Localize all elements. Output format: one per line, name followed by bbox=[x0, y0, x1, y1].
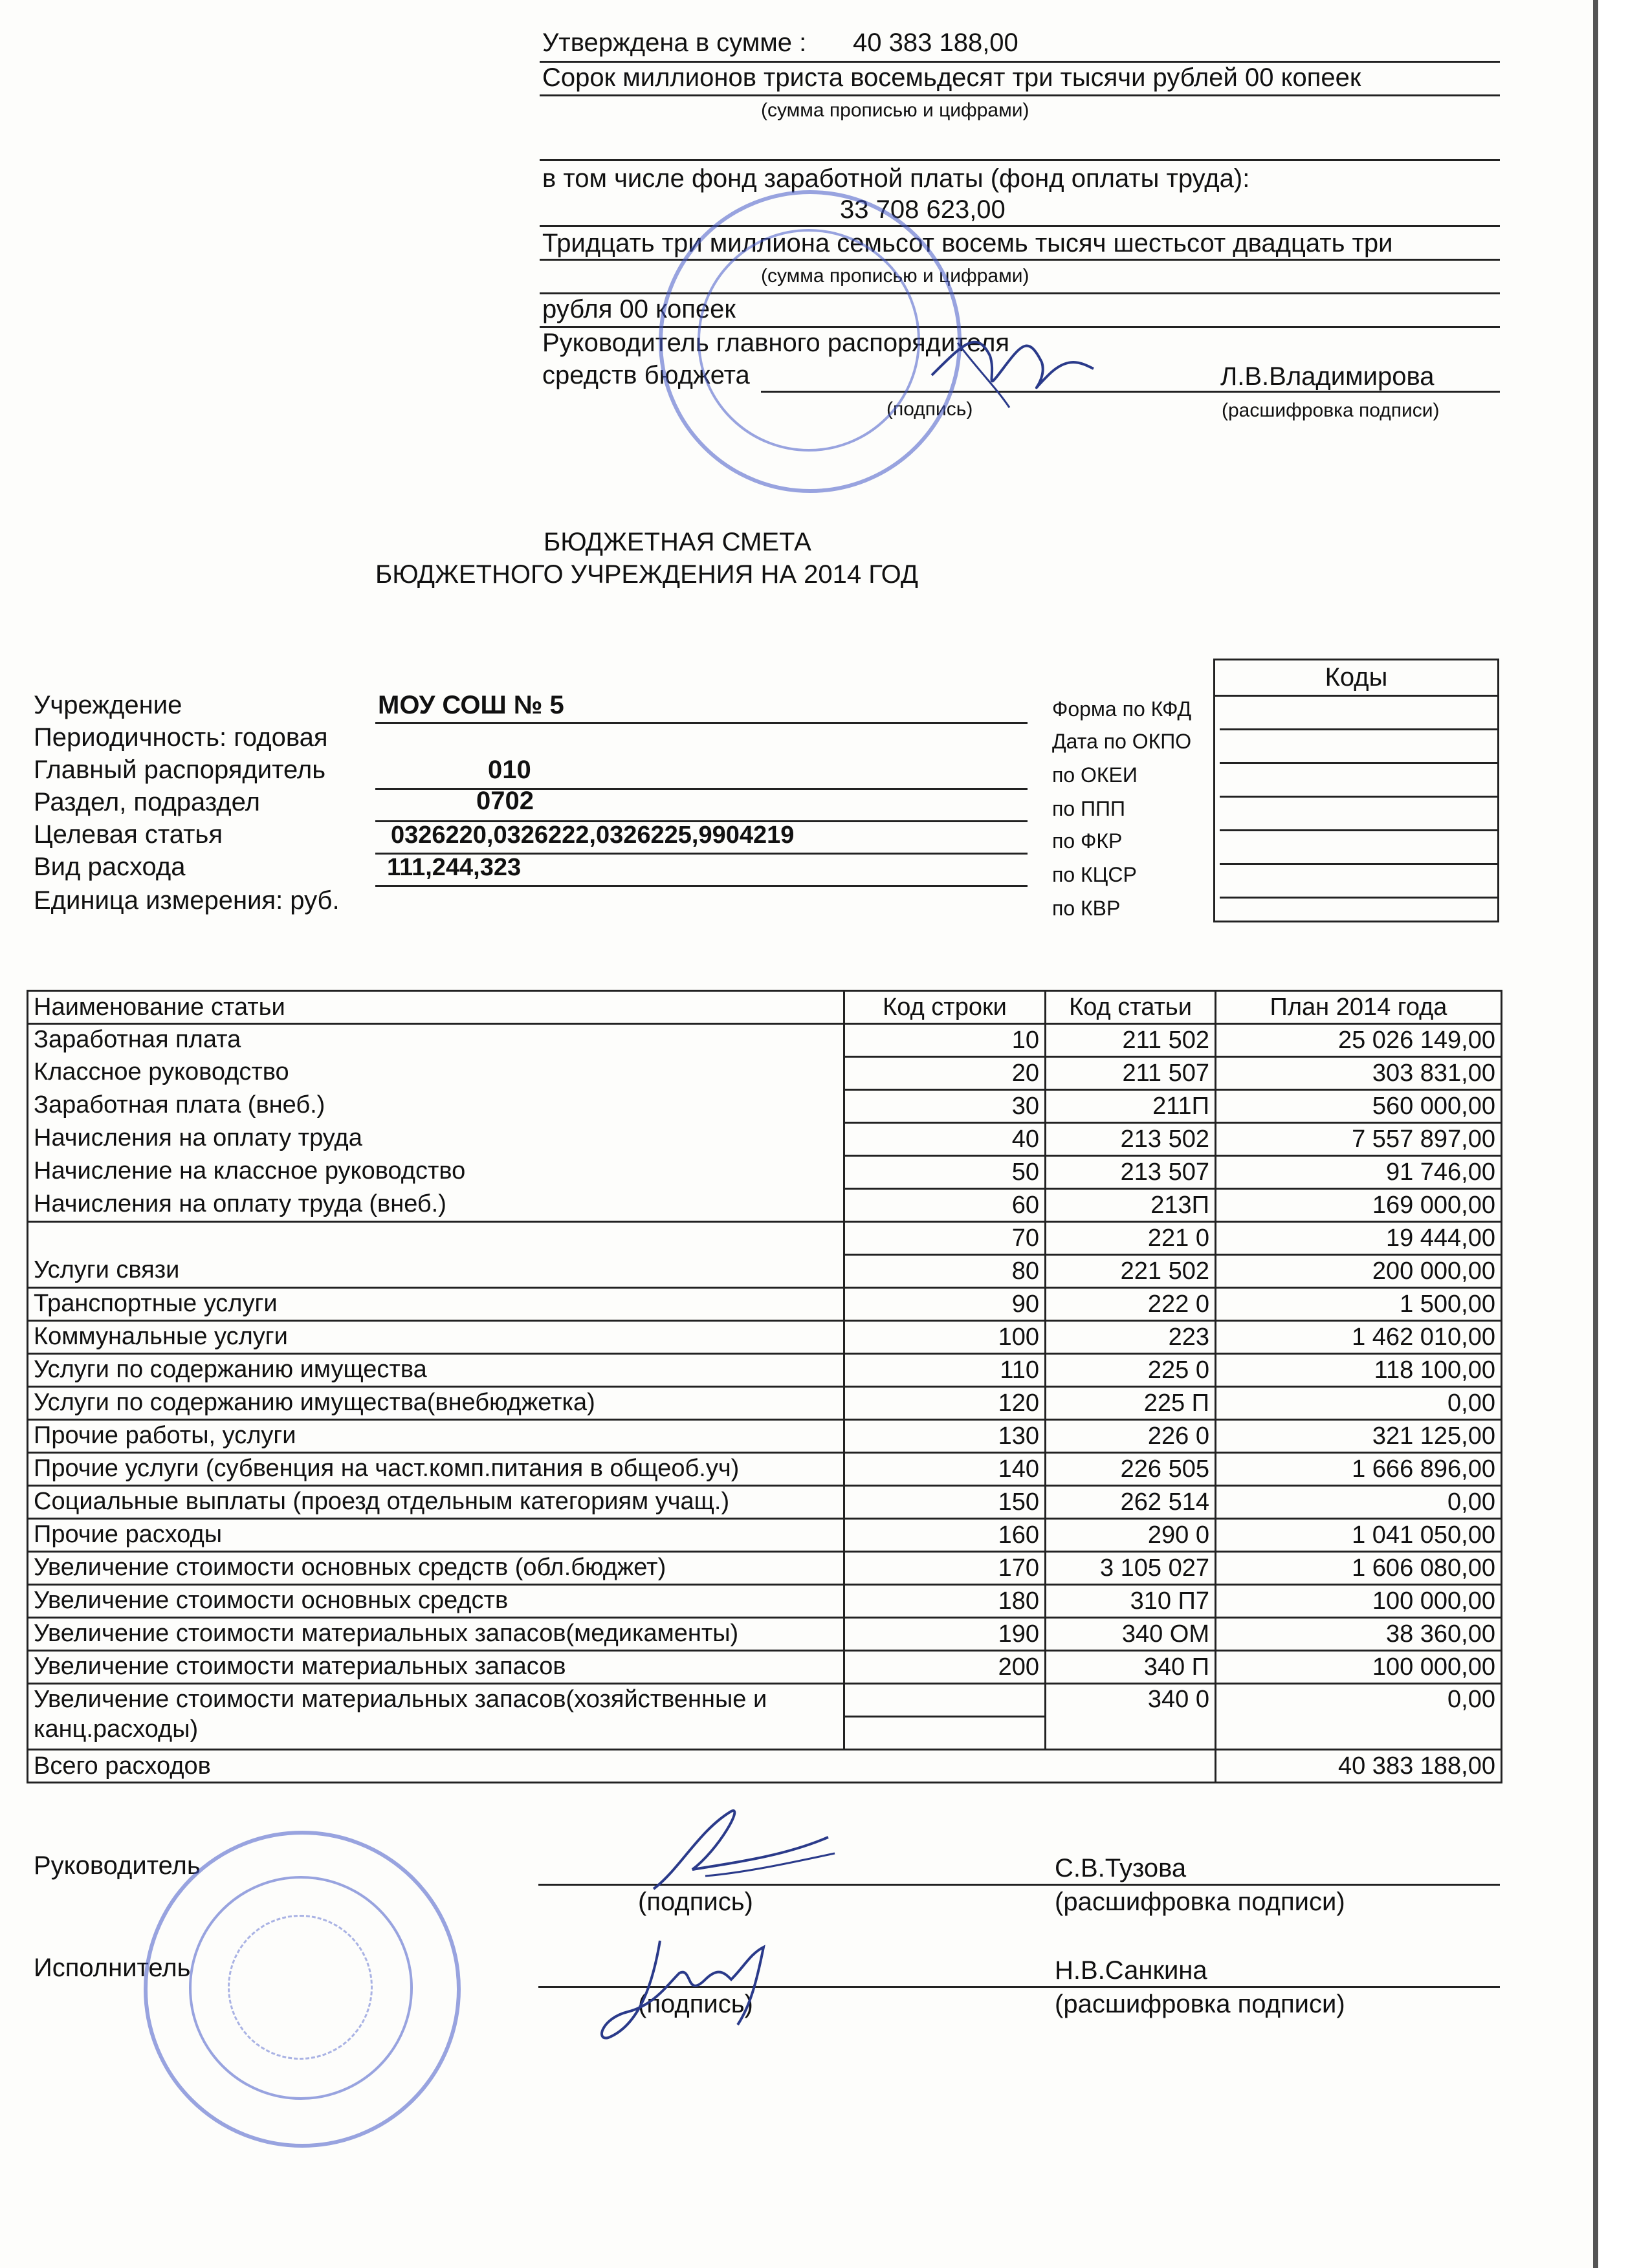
info-label: Периодичность: годовая bbox=[34, 723, 328, 752]
row-line: 180 bbox=[844, 1585, 1046, 1618]
row-article: 221 502 bbox=[1046, 1255, 1216, 1288]
row-name: Классное руководство bbox=[28, 1057, 844, 1090]
row-line: 150 bbox=[844, 1486, 1046, 1519]
code-cell bbox=[1220, 899, 1497, 930]
code-label: Дата по ОКПО bbox=[1052, 730, 1192, 753]
rule bbox=[540, 159, 1500, 161]
table-row bbox=[28, 1387, 1502, 1420]
row-name: Услуги по содержанию имущества(внебюджетка) bbox=[28, 1387, 844, 1420]
row-plan: 25 026 149,00 bbox=[1216, 1024, 1502, 1057]
row-plan: 0,00 bbox=[1216, 1387, 1502, 1420]
row-plan: 0,00 bbox=[1216, 1486, 1502, 1519]
decode-caption: (расшифровка подписи) bbox=[1222, 400, 1440, 421]
row-line: 80 bbox=[844, 1255, 1046, 1288]
row-line: 30 bbox=[844, 1090, 1046, 1123]
info-value: МОУ СОШ № 5 bbox=[378, 691, 564, 719]
codes-box bbox=[1213, 659, 1499, 922]
words-caption: (сумма прописью и цифрами) bbox=[761, 100, 1029, 121]
row-name: Транспортные услуги bbox=[28, 1288, 844, 1321]
row-plan: 169 000,00 bbox=[1216, 1189, 1502, 1222]
head-name: Л.В.Владимирова bbox=[1220, 362, 1435, 391]
row-plan: 303 831,00 bbox=[1216, 1057, 1502, 1090]
page-edge-shadow bbox=[1593, 0, 1598, 2268]
row-article: 223 bbox=[1046, 1321, 1216, 1354]
table-row bbox=[28, 1123, 1502, 1156]
decode-caption: (расшифровка подписи) bbox=[1055, 1990, 1345, 2018]
row-article: 213 502 bbox=[1046, 1123, 1216, 1156]
row-name: Коммунальные услуги bbox=[28, 1321, 844, 1354]
table-row bbox=[28, 1420, 1502, 1453]
code-cell bbox=[1220, 764, 1497, 798]
row-line-empty bbox=[844, 1717, 1046, 1750]
row-name: Заработная плата (внеб.) bbox=[28, 1090, 844, 1123]
words-caption-2: (сумма прописью и цифрами) bbox=[761, 265, 1029, 287]
row-line: 50 bbox=[844, 1156, 1046, 1189]
table-row bbox=[28, 1222, 1502, 1255]
row-article: 213П bbox=[1046, 1189, 1216, 1222]
table-row bbox=[28, 1684, 1502, 1717]
head-label-2: средств бюджета bbox=[542, 361, 750, 389]
budget-table bbox=[27, 990, 1502, 1783]
row-plan: 200 000,00 bbox=[1216, 1255, 1502, 1288]
info-label: Учреждение bbox=[34, 691, 182, 719]
row-plan: 321 125,00 bbox=[1216, 1420, 1502, 1453]
row-plan: 118 100,00 bbox=[1216, 1354, 1502, 1387]
table-row bbox=[28, 1024, 1502, 1057]
sign-caption: (подпись) bbox=[638, 1990, 753, 2018]
row-line: 20 bbox=[844, 1057, 1046, 1090]
table-row bbox=[28, 1486, 1502, 1519]
approved-label: Утверждена в сумме : bbox=[542, 28, 807, 57]
row-plan: 100 000,00 bbox=[1216, 1585, 1502, 1618]
rule bbox=[375, 722, 1028, 724]
table-header-row bbox=[28, 991, 1502, 1024]
row-name: Услуги по содержанию имущества bbox=[28, 1354, 844, 1387]
row-article: 290 0 bbox=[1046, 1519, 1216, 1552]
table-row bbox=[28, 1519, 1502, 1552]
amount-words: Сорок миллионов триста восемьдесят три тысячи рублей 00 копеек bbox=[542, 63, 1361, 92]
table-row bbox=[28, 1453, 1502, 1486]
rule bbox=[540, 94, 1500, 96]
table-row bbox=[28, 1585, 1502, 1618]
row-line: 160 bbox=[844, 1519, 1046, 1552]
row-line: 170 bbox=[844, 1552, 1046, 1585]
row-article: 340 ОМ bbox=[1046, 1618, 1216, 1651]
row-name: Начисления на оплату труда bbox=[28, 1123, 844, 1156]
row-article: 226 505 bbox=[1046, 1453, 1216, 1486]
row-line: 40 bbox=[844, 1123, 1046, 1156]
total-row bbox=[28, 1750, 1502, 1783]
fund-words-1: Тридцать три миллиона семьсот восемь тысяч шестьсот двадцать три bbox=[542, 229, 1393, 257]
row-plan: 0,00 bbox=[1216, 1684, 1502, 1750]
row-name: Начисление на классное руководство bbox=[28, 1156, 844, 1189]
title-line-1: БЮДЖЕТНАЯ СМЕТА bbox=[544, 528, 811, 556]
row-line bbox=[844, 1684, 1046, 1717]
table-row bbox=[28, 1651, 1502, 1684]
row-name: Начисления на оплату труда (внеб.) bbox=[28, 1189, 844, 1222]
row-article: 340 П bbox=[1046, 1651, 1216, 1684]
code-cell bbox=[1220, 831, 1497, 865]
row-name: Увеличение стоимости материальных запасов bbox=[28, 1651, 844, 1684]
head-signature bbox=[641, 1792, 848, 1902]
rule bbox=[375, 885, 1028, 887]
row-name: Прочие расходы bbox=[28, 1519, 844, 1552]
row-line: 130 bbox=[844, 1420, 1046, 1453]
title-line-2: БЮДЖЕТНОГО УЧРЕЖДЕНИЯ НА 2014 ГОД bbox=[375, 560, 918, 589]
row-article: 222 0 bbox=[1046, 1288, 1216, 1321]
head-label-1: Руководитель главного распорядителя bbox=[542, 329, 1010, 357]
column-header: План 2014 года bbox=[1216, 991, 1502, 1024]
code-cell bbox=[1220, 865, 1497, 899]
executor-role: Исполнитель bbox=[34, 1954, 191, 1982]
info-label: Целевая статья bbox=[34, 820, 223, 849]
row-line: 70 bbox=[844, 1222, 1046, 1255]
table-row bbox=[28, 1090, 1502, 1123]
table-row bbox=[28, 1156, 1502, 1189]
top-signature bbox=[919, 317, 1100, 414]
info-label: Вид расхода bbox=[34, 853, 186, 881]
row-article: 211П bbox=[1046, 1090, 1216, 1123]
executor-signature bbox=[582, 1928, 802, 2051]
table-row bbox=[28, 1354, 1502, 1387]
row-line: 200 bbox=[844, 1651, 1046, 1684]
code-cell bbox=[1220, 697, 1497, 730]
sign-caption: (подпись) bbox=[638, 1888, 753, 1916]
row-plan: 38 360,00 bbox=[1216, 1618, 1502, 1651]
row-article: 3 105 027 bbox=[1046, 1552, 1216, 1585]
column-header: Код строки bbox=[844, 991, 1046, 1024]
decode-caption: (расшифровка подписи) bbox=[1055, 1888, 1345, 1916]
table-row bbox=[28, 1618, 1502, 1651]
info-value: 0326220,0326222,0326225,9904219 bbox=[391, 822, 795, 849]
table-row bbox=[28, 1189, 1502, 1222]
row-plan: 1 500,00 bbox=[1216, 1288, 1502, 1321]
total-label: Всего расходов bbox=[28, 1750, 1216, 1783]
row-plan: 1 041 050,00 bbox=[1216, 1519, 1502, 1552]
approved-amount: 40 383 188,00 bbox=[853, 28, 1018, 57]
column-header: Наименование статьи bbox=[28, 991, 844, 1024]
fund-amount: 33 708 623,00 bbox=[840, 195, 1006, 224]
row-name: Увеличение стоимости материальных запасов(медикаменты) bbox=[28, 1618, 844, 1651]
row-line: 10 bbox=[844, 1024, 1046, 1057]
row-plan: 91 746,00 bbox=[1216, 1156, 1502, 1189]
info-label: Раздел, подраздел bbox=[34, 788, 260, 816]
top-stamp-inner bbox=[698, 229, 920, 452]
code-label: по КЦСР bbox=[1052, 863, 1137, 886]
table-row bbox=[28, 1057, 1502, 1090]
page-margin bbox=[1598, 0, 1650, 2268]
row-plan: 1 462 010,00 bbox=[1216, 1321, 1502, 1354]
head-role: Руководитель bbox=[34, 1851, 201, 1880]
row-plan: 560 000,00 bbox=[1216, 1090, 1502, 1123]
row-name: Прочие услуги (субвенция на част.комп.питания в общеоб.уч) bbox=[28, 1453, 844, 1486]
row-article: 340 0 bbox=[1046, 1684, 1216, 1750]
row-plan: 1 666 896,00 bbox=[1216, 1453, 1502, 1486]
row-name bbox=[28, 1222, 844, 1255]
row-article: 211 502 bbox=[1046, 1024, 1216, 1057]
code-label: по ОКЕИ bbox=[1052, 763, 1138, 787]
row-article: 225 П bbox=[1046, 1387, 1216, 1420]
row-plan: 7 557 897,00 bbox=[1216, 1123, 1502, 1156]
row-plan: 1 606 080,00 bbox=[1216, 1552, 1502, 1585]
row-article: 262 514 bbox=[1046, 1486, 1216, 1519]
code-label: по ФКР bbox=[1052, 829, 1123, 853]
table-row bbox=[28, 1255, 1502, 1288]
row-line: 120 bbox=[844, 1387, 1046, 1420]
row-article: 226 0 bbox=[1046, 1420, 1216, 1453]
fund-label: в том числе фонд заработной платы (фонд оплаты труда): bbox=[542, 164, 1250, 193]
sign-caption: (подпись) bbox=[886, 398, 973, 420]
row-line: 60 bbox=[844, 1189, 1046, 1222]
row-plan: 19 444,00 bbox=[1216, 1222, 1502, 1255]
codes-header: Коды bbox=[1215, 660, 1497, 697]
head-name-bottom: С.В.Тузова bbox=[1055, 1854, 1187, 1882]
column-header: Код статьи bbox=[1046, 991, 1216, 1024]
total-value: 40 383 188,00 bbox=[1216, 1750, 1502, 1783]
row-article: 211 507 bbox=[1046, 1057, 1216, 1090]
row-article: 225 0 bbox=[1046, 1354, 1216, 1387]
fund-words-2: рубля 00 копеек bbox=[542, 295, 736, 323]
row-line: 90 bbox=[844, 1288, 1046, 1321]
info-value: 010 bbox=[488, 756, 531, 784]
code-cell bbox=[1220, 730, 1497, 764]
row-article: 213 507 bbox=[1046, 1156, 1216, 1189]
info-label: Единица измерения: руб. bbox=[34, 886, 340, 915]
row-name: Заработная плата bbox=[28, 1024, 844, 1057]
info-label: Главный распорядитель bbox=[34, 756, 326, 784]
row-name: Социальные выплаты (проезд отдельным категориям учащ.) bbox=[28, 1486, 844, 1519]
table-row bbox=[28, 1321, 1502, 1354]
row-line: 190 bbox=[844, 1618, 1046, 1651]
rule bbox=[540, 61, 1500, 63]
code-label: по КВР bbox=[1052, 897, 1121, 920]
row-line: 140 bbox=[844, 1453, 1046, 1486]
table-row bbox=[28, 1552, 1502, 1585]
rule bbox=[375, 788, 1028, 790]
bottom-stamp-center bbox=[228, 1915, 373, 2060]
table-row bbox=[28, 1288, 1502, 1321]
code-label: по ППП bbox=[1052, 797, 1126, 820]
rule bbox=[540, 225, 1500, 227]
code-cell bbox=[1220, 798, 1497, 831]
row-name: Увеличение стоимости материальных запасов(хозяйственные и канц.расходы) bbox=[28, 1684, 844, 1750]
code-label: Форма по КФД bbox=[1052, 697, 1192, 721]
row-name: Увеличение стоимости основных средств (обл.бюджет) bbox=[28, 1552, 844, 1585]
row-line: 100 bbox=[844, 1321, 1046, 1354]
row-article: 221 0 bbox=[1046, 1222, 1216, 1255]
row-plan: 100 000,00 bbox=[1216, 1651, 1502, 1684]
info-value: 111,244,323 bbox=[387, 854, 522, 881]
executor-name: Н.В.Санкина bbox=[1055, 1956, 1207, 1985]
info-value: 0702 bbox=[476, 787, 534, 815]
row-name: Услуги связи bbox=[28, 1255, 844, 1288]
row-line: 110 bbox=[844, 1354, 1046, 1387]
row-name: Прочие работы, услуги bbox=[28, 1420, 844, 1453]
row-article: 310 П7 bbox=[1046, 1585, 1216, 1618]
row-name: Увеличение стоимости основных средств bbox=[28, 1585, 844, 1618]
